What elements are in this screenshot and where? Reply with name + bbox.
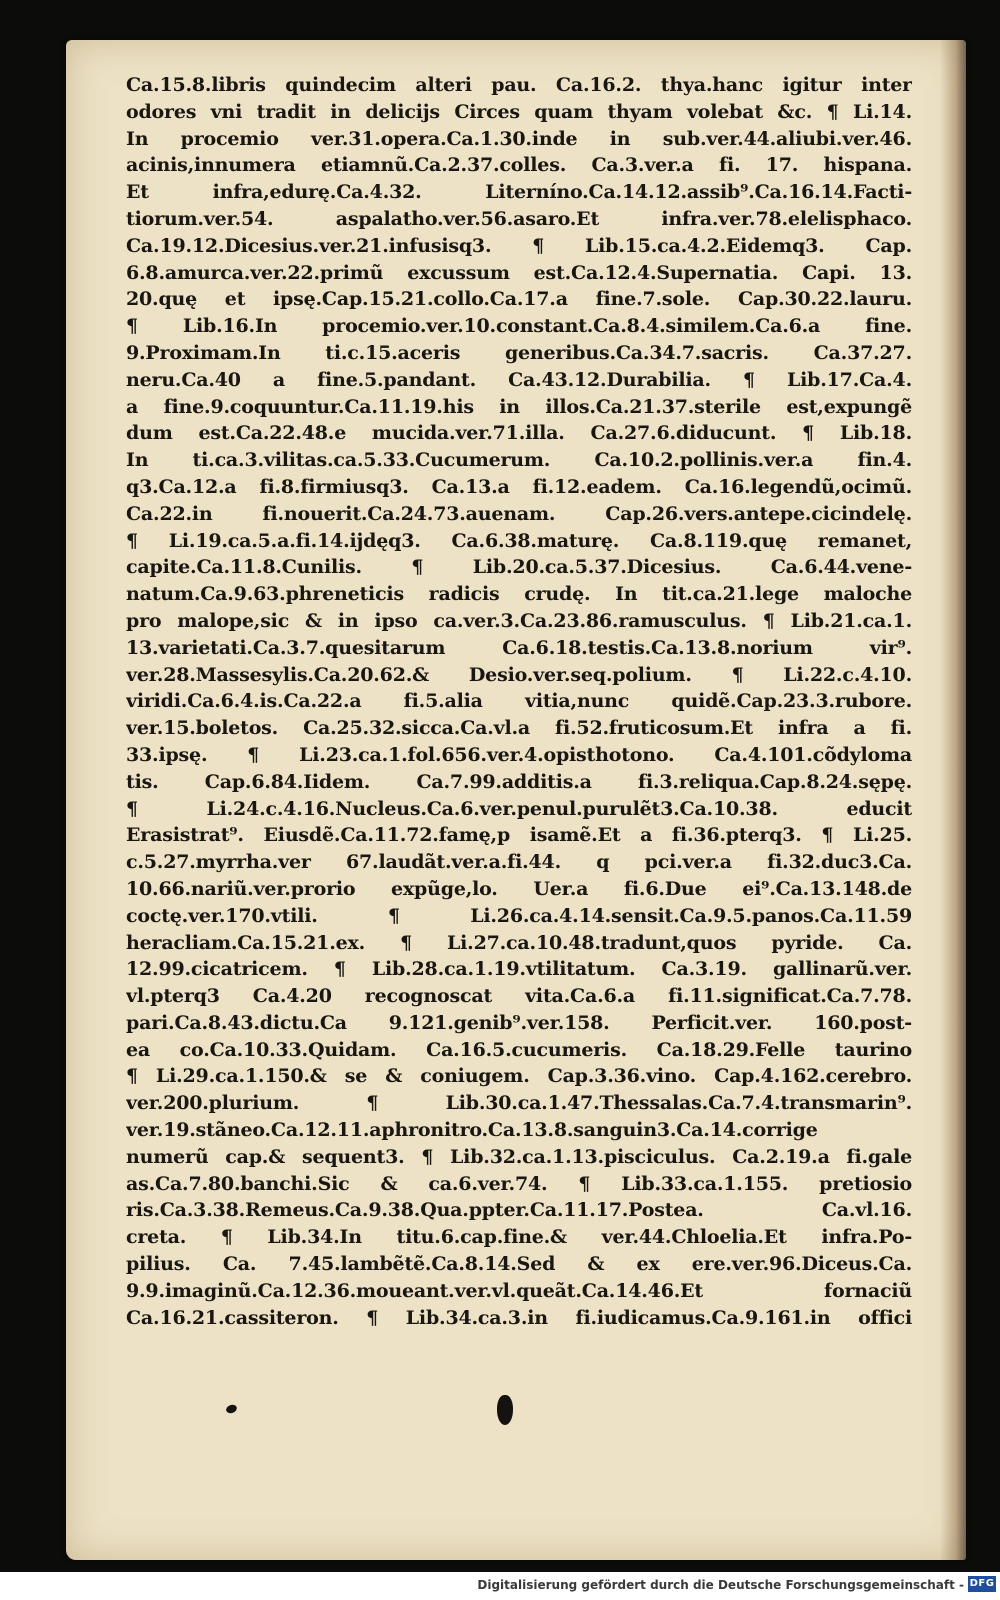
page-edge-shadow: [940, 40, 966, 1560]
text-line: dum est.Ca.22.48.e mucida.ver.71.illa. Ca.27.6.diducunt. ¶ Lib.18.: [126, 422, 912, 445]
text-line: a fine.9.coquuntur.Ca.11.19.his in illos.Ca.21.37.sterile est,expungẽ: [126, 395, 912, 418]
text-line: 10.66.nariũ.ver.prorio expũge,lo. Uer.a fi.6.Due ei⁹.Ca.13.148.de: [126, 877, 912, 900]
text-line: In procemio ver.31.opera.Ca.1.30.inde in sub.ver.44.aliubi.ver.46.: [126, 127, 912, 150]
text-line: ¶ Li.29.ca.1.150.& se & coniugem. Cap.3.36.vino. Cap.4.162.cerebro.: [126, 1065, 912, 1088]
text-line: 33.ipsę. ¶ Li.23.ca.1.fol.656.ver.4.opisthotono. Ca.4.101.cõdyloma: [126, 743, 912, 766]
text-line: In ti.ca.3.vilitas.ca.5.33.Cucumerum. Ca.10.2.pollinis.ver.a fin.4.: [126, 449, 912, 472]
text-line: ¶ Li.24.c.4.16.Nucleus.Ca.6.ver.penul.purulẽt3.Ca.10.38. educit: [126, 797, 912, 820]
text-line: ver.28.Massesylis.Ca.20.62.& Desio.ver.seq.polium. ¶ Li.22.c.4.10.: [126, 663, 912, 686]
ink-blot-right: [497, 1395, 513, 1425]
text-line: pilius. Ca. 7.45.lambẽtẽ.Ca.8.14.Sed & ex ere.ver.96.Diceus.Ca.: [126, 1253, 912, 1276]
text-line: coctę.ver.170.vtili. ¶ Li.26.ca.4.14.sensit.Ca.9.5.panos.Ca.11.59: [126, 904, 912, 927]
text-line: viridi.Ca.6.4.is.Ca.22.a fi.5.alia vitia,nunc quidẽ.Cap.23.3.rubore.: [126, 690, 912, 713]
text-line: q3.Ca.12.a fi.8.firmiusq3. Ca.13.a fi.12.eadem. Ca.16.legendũ,ocimũ.: [126, 475, 912, 498]
text-line: 12.99.cicatricem. ¶ Lib.28.ca.1.19.vtilitatum. Ca.3.19. gallinarũ.ver.: [126, 958, 912, 981]
text-line: tis. Cap.6.84.Iidem. Ca.7.99.additis.a fi.3.reliqua.Cap.8.24.sępę.: [126, 770, 912, 793]
text-line: ¶ Li.19.ca.5.a.fi.14.ijdęq3. Ca.6.38.maturę. Ca.8.119.quę remanet,: [126, 529, 912, 552]
funding-credit: Digitalisierung gefördert durch die Deutsche Forschungsgemeinschaft -: [477, 1578, 964, 1592]
text-line: 6.8.amurca.ver.22.primũ excussum est.Ca.12.4.Supernatia. Capi. 13.: [126, 261, 912, 284]
text-line: vl.pterq3 Ca.4.20 recognoscat vita.Ca.6.a fi.11.significat.Ca.7.78.: [126, 985, 912, 1008]
text-line: c.5.27.myrrha.ver 67.laudãt.ver.a.fi.44. q pci.ver.a fi.32.duc3.Ca.: [126, 851, 912, 874]
text-line: numerũ cap.& sequent3. ¶ Lib.32.ca.1.13.pisciculus. Ca.2.19.a fi.gale: [126, 1145, 912, 1168]
text-line: natum.Ca.9.63.phreneticis radicis crudę. In tit.ca.21.lege maloche: [126, 583, 912, 606]
text-line: 13.varietati.Ca.3.7.quesitarum Ca.6.18.testis.Ca.13.8.norium vir⁹.: [126, 636, 912, 659]
text-line: tiorum.ver.54. aspalatho.ver.56.asaro.Et infra.ver.78.elelisphaco.: [126, 207, 912, 230]
text-line: neru.Ca.40 a fine.5.pandant. Ca.43.12.Durabilia. ¶ Lib.17.Ca.4.: [126, 368, 912, 391]
errata-text-block: [126, 72, 912, 1331]
text-line: Ca.15.8.libris quindecim alteri pau. Ca.16.2. thya.hanc igitur inter: [126, 74, 912, 96]
text-line: Ca.22.in fi.nouerit.Ca.24.73.auenam. Cap.26.vers.antepe.cicindelę.: [126, 502, 912, 525]
text-line: ¶ Lib.16.In procemio.ver.10.constant.Ca.8.4.similem.Ca.6.a fine.: [126, 315, 912, 338]
text-line: ver.19.stãneo.Ca.12.11.aphronitro.Ca.13.8.sanguin3.Ca.14.corrige: [126, 1119, 818, 1142]
text-line: capite.Ca.11.8.Cunilis. ¶ Lib.20.ca.5.37.Dicesius. Ca.6.44.vene-: [126, 556, 912, 579]
text-line: 9.Proximam.In ti.c.15.aceris generibus.Ca.34.7.sacris. Ca.37.27.: [126, 341, 912, 364]
text-line: ver.15.boletos. Ca.25.32.sicca.Ca.vl.a fi.52.fruticosum.Et infra a fi.: [126, 717, 912, 740]
text-line: 9.9.imaginũ.Ca.12.36.moueant.ver.vl.queãt.Ca.14.46.Et fornaciũ: [126, 1279, 912, 1302]
text-line: pro malope,sic & in ipso ca.ver.3.Ca.23.86.ramusculus. ¶ Lib.21.ca.1.: [126, 609, 912, 632]
dfg-logo: DFG: [968, 1576, 996, 1592]
text-line: Et infra,edurę.Ca.4.32. Literníno.Ca.14.12.assib⁹.Ca.16.14.Facti-: [126, 181, 912, 204]
text-line: pari.Ca.8.43.dictu.Ca 9.121.genib⁹.ver.158. Perficit.ver. 160.post-: [126, 1011, 912, 1034]
text-line: acinis,innumera etiamnũ.Ca.2.37.colles. Ca.3.ver.a fi. 17. hispana.: [126, 154, 912, 177]
text-line: Ca.16.21.cassiteron. ¶ Lib.34.ca.3.in fi.iudicamus.Ca.9.161.in offici: [126, 1306, 912, 1329]
text-line: Erasistrat⁹. Eiusdẽ.Ca.11.72.famę,p isamẽ.Et a fi.36.pterq3. ¶ Li.25.: [126, 824, 912, 847]
text-line: ea co.Ca.10.33.Quidam. Ca.16.5.cucumeris. Ca.18.29.Felle taurino: [126, 1038, 912, 1061]
text-line: as.Ca.7.80.banchi.Sic & ca.6.ver.74. ¶ Lib.33.ca.1.155. pretiosio: [126, 1172, 912, 1195]
text-line: ver.200.plurium. ¶ Lib.30.ca.1.47.Thessalas.Ca.7.4.transmarin⁹.: [126, 1092, 912, 1115]
text-line: heracliam.Ca.15.21.ex. ¶ Li.27.ca.10.48.tradunt,quos pyride. Ca.: [126, 931, 912, 954]
text-line: ris.Ca.3.38.Remeus.Ca.9.38.Qua.ppter.Ca.11.17.Postea. Ca.vl.16.: [126, 1199, 912, 1222]
text-line: odores vni tradit in delicijs Circes quam thyam volebat &c. ¶ Li.14.: [126, 100, 912, 123]
text-line: 20.quę et ipsę.Cap.15.21.collo.Ca.17.a fine.7.sole. Cap.30.22.lauru.: [126, 288, 912, 311]
text-line: creta. ¶ Lib.34.In titu.6.cap.fine.& ver.44.Chloelia.Et infra.Po-: [126, 1226, 912, 1249]
text-line: Ca.19.12.Dicesius.ver.21.infusisq3. ¶ Lib.15.ca.4.2.Eidemq3. Cap.: [126, 234, 912, 257]
